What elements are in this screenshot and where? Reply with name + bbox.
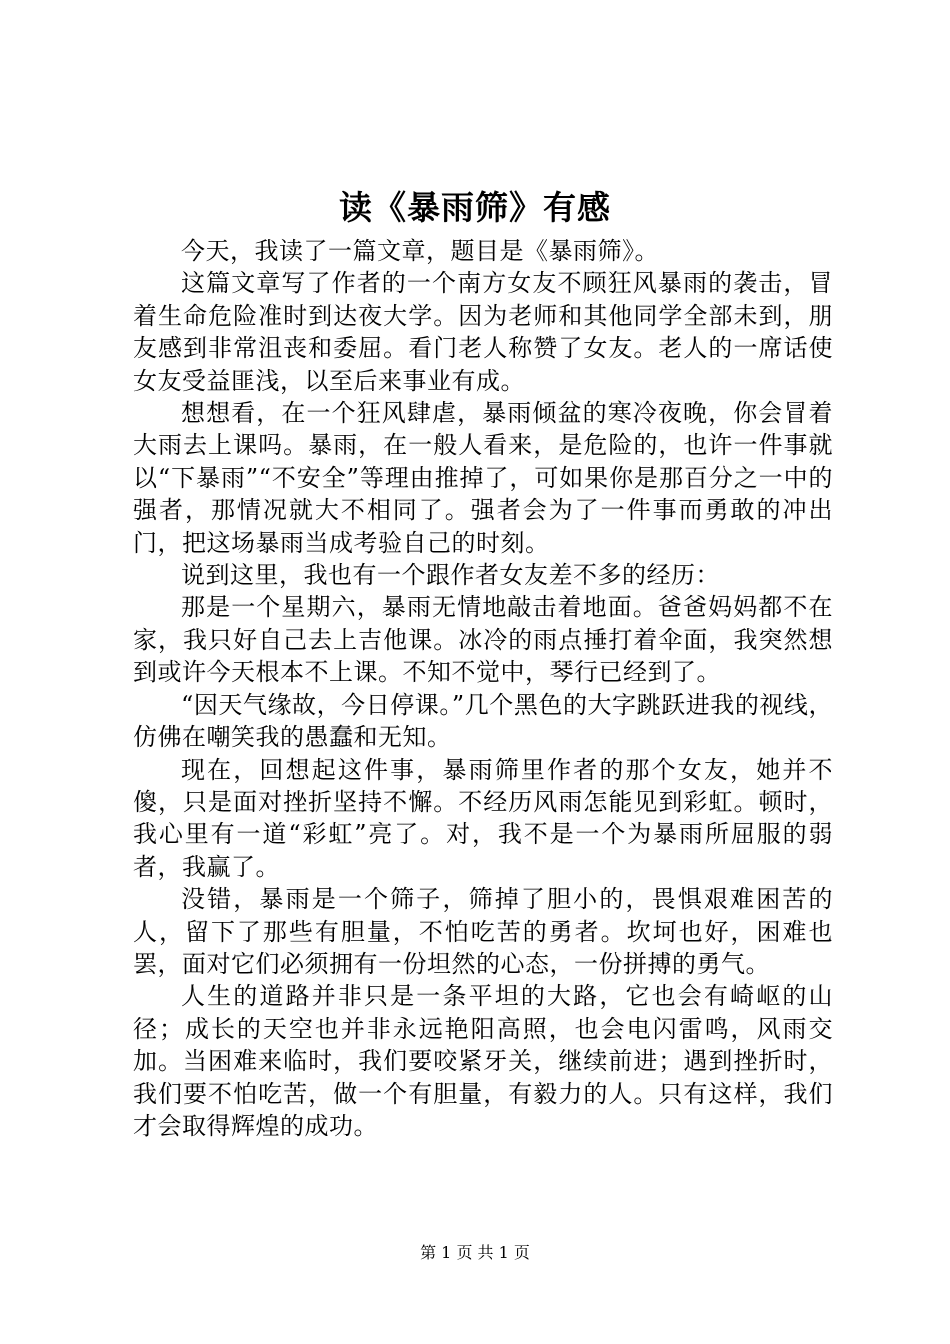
paragraph-6: “因天气缘故，今日停课。”几个黑色的大字跳跃进我的视线，仿佛在嘲笑我的愚蠢和无知。	[133, 690, 833, 752]
paragraph-1: 今天，我读了一篇文章，题目是《暴雨筛》。	[181, 237, 659, 265]
paragraph-9: 人生的道路并非只是一条平坦的大路，它也会有崎岖的山径；成长的天空也并非永远艳阳高照，也会电闪雷鸣，风雨交加。当困难来临时，我们要咬紧牙关，继续前进；遇到挫折时，我们要不怕吃苦，做一个有胆量，有毅力的人。只有这样，我们才会取得辉煌的成功。	[133, 982, 833, 1140]
paragraph-7: 现在，回想起这件事，暴雨筛里作者的那个女友，她并不傻，只是面对挫折坚持不懈。不经历风雨怎能见到彩虹。顿时，我心里有一道“彩虹”亮了。对，我不是一个为暴雨所屈服的弱者，我赢了。	[133, 755, 833, 881]
document-body	[133, 235, 833, 1142]
document-title: 读《暴雨筛》有感	[339, 188, 611, 227]
paragraph-2: 这篇文章写了作者的一个南方女友不顾狂风暴雨的袭击，冒着生命危险准时到达夜大学。因为老师和其他同学全部未到，朋友感到非常沮丧和委屈。看门老人称赞了女友。老人的一席话使女友受益匪浅，以至后来事业有成。	[133, 269, 833, 395]
paragraph-3: 想想看，在一个狂风肆虐，暴雨倾盆的寒冷夜晚，你会冒着大雨去上课吗。暴雨，在一般人看来，是危险的，也许一件事就以“下暴雨”“不安全”等理由推掉了，可如果你是那百分之一中的强者，那情况就大不相同了。强者会为了一件事而勇敢的冲出门，把这场暴雨当成考验自己的时刻。	[133, 399, 833, 557]
page-footer: 第 1 页 共 1 页	[420, 1243, 530, 1262]
paragraph-5: 那是一个星期六，暴雨无情地敲击着地面。爸爸妈妈都不在家，我只好自己去上吉他课。冰冷的雨点捶打着伞面，我突然想到或许今天根本不上课。不知不觉中，琴行已经到了。	[133, 593, 833, 687]
paragraph-4: 说到这里，我也有一个跟作者女友差不多的经历：	[181, 561, 720, 590]
paragraph-8: 没错，暴雨是一个筛子，筛掉了胆小的，畏惧艰难困苦的人，留下了那些有胆量，不怕吃苦的勇者。坎坷也好，困难也罢，面对它们必须拥有一份坦然的心态，一份拼搏的勇气。	[133, 885, 833, 978]
